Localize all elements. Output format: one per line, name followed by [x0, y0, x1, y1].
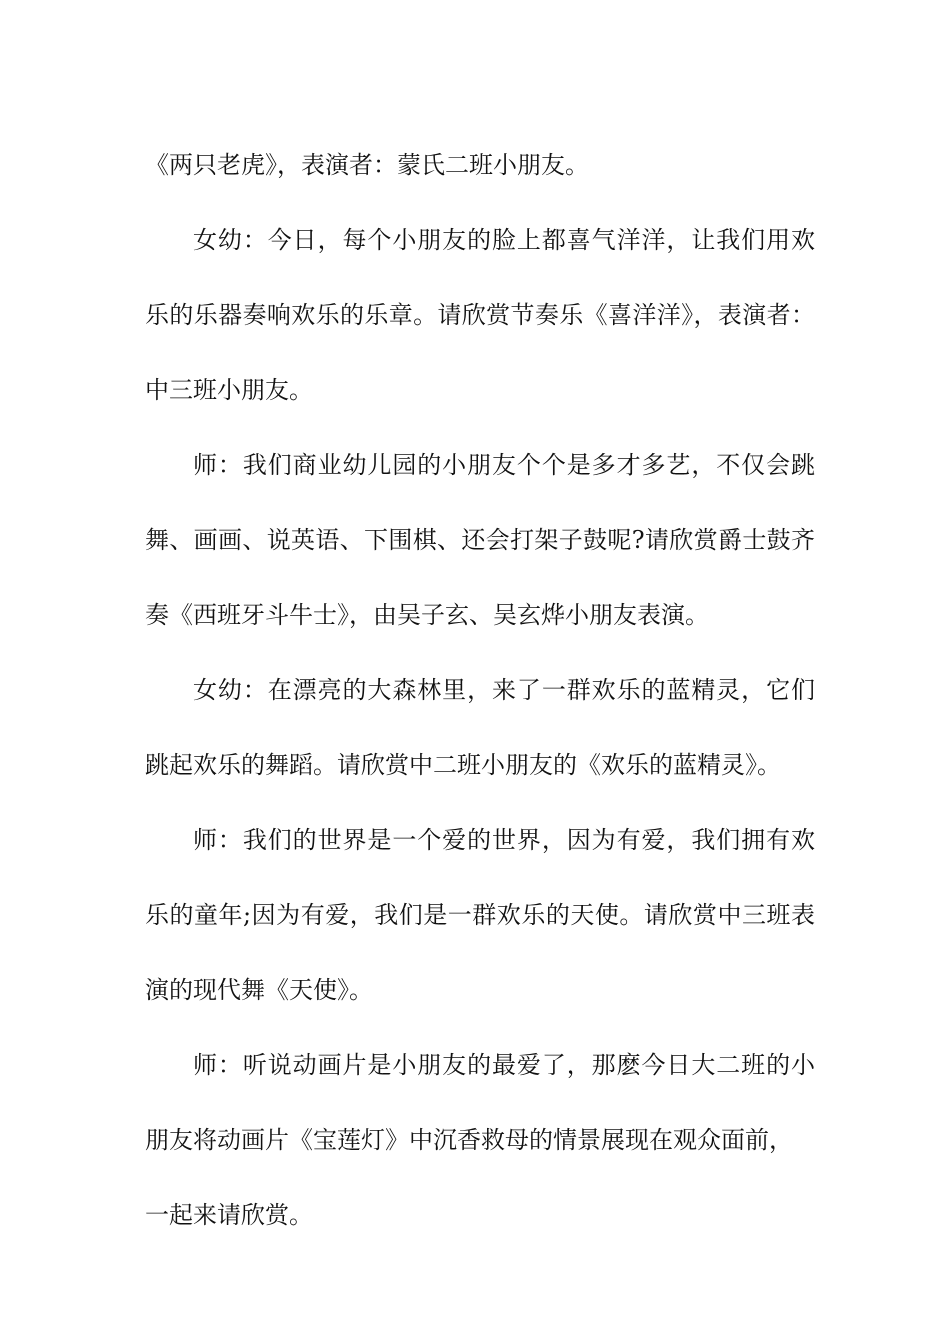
text-line: 师：听说动画片是小朋友的最爱了，那麽今日大二班的小: [193, 1051, 815, 1079]
text-line: 一起来请欣赏。: [145, 1201, 313, 1229]
text-line: 乐的乐器奏响欢乐的乐章。请欣赏节奏乐《喜洋洋》，表演者：: [145, 301, 815, 329]
text-line: 师：我们的世界是一个爱的世界，因为有爱，我们拥有欢: [193, 826, 815, 854]
text-line: 朋友将动画片《宝莲灯》中沉香救母的情景展现在观众面前，: [145, 1126, 793, 1154]
text-line: 女幼：在漂亮的大森林里，来了一群欢乐的蓝精灵，它们: [193, 676, 815, 704]
text-line: 跳起欢乐的舞蹈。请欣赏中二班小朋友的《欢乐的蓝精灵》。: [145, 751, 781, 779]
text-line: 中三班小朋友。: [145, 376, 313, 404]
document-body: [145, 128, 815, 1253]
text-line: 奏《西班牙斗牛士》，由吴子玄、吴玄烨小朋友表演。: [145, 601, 709, 629]
text-line: 女幼：今日，每个小朋友的脸上都喜气洋洋，让我们用欢: [193, 226, 815, 254]
text-line: 演的现代舞《天使》。: [145, 976, 373, 1004]
text-line: 师：我们商业幼儿园的小朋友个个是多才多艺，不仅会跳: [193, 451, 815, 479]
text-line: 舞、画画、说英语、下围棋、还会打架子鼓呢?请欣赏爵士鼓齐: [145, 526, 815, 554]
text-line: 《两只老虎》，表演者：蒙氏二班小朋友。: [145, 151, 589, 179]
text-line: 乐的童年;因为有爱，我们是一群欢乐的天使。请欣赏中三班表: [145, 901, 815, 929]
